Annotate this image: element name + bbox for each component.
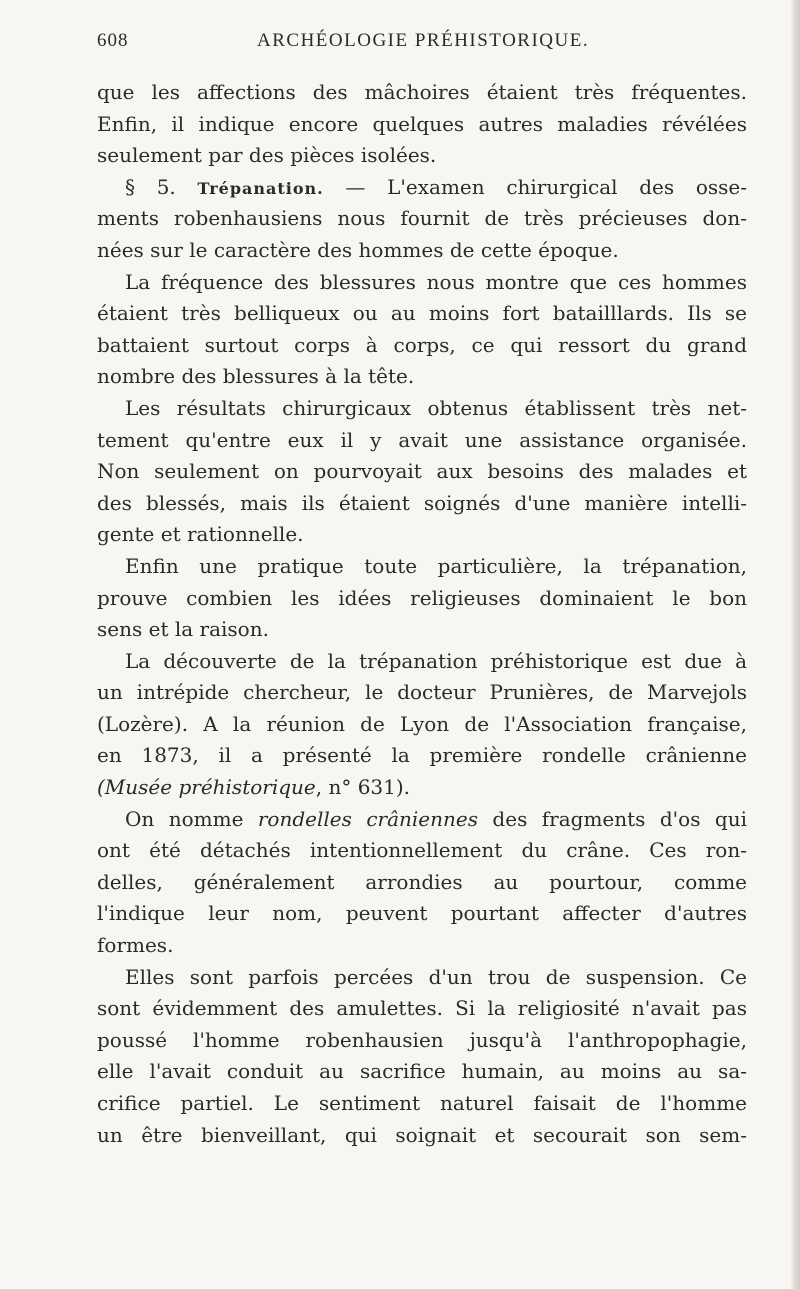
- text-line: un intrépide chercheur, le docteur Prunières, de Marvejols: [97, 680, 747, 705]
- text-line: ont été détachés intentionnellement du crâne. Ces ron-: [97, 838, 747, 863]
- text-line: sont évidemment des amulettes. Si la religiosité n'avait pas: [97, 996, 747, 1021]
- text-line: Non seulement on pourvoyait aux besoins des malades et: [97, 459, 747, 484]
- page-header: [97, 30, 747, 60]
- text-line: nombre des blessures à la tête.: [97, 364, 415, 389]
- text-line: (Musée préhistorique, n° 631).: [97, 775, 411, 800]
- running-title: ARCHÉOLOGIE PRÉHISTORIQUE.: [257, 30, 590, 51]
- text-line: gente et rationnelle.: [97, 522, 304, 547]
- text-line: prouve combien les idées religieuses dominaient le bon: [97, 585, 747, 610]
- text-line: ments robenhausiens nous fournit de très précieuses don-: [97, 206, 747, 231]
- text-line: seulement par des pièces isolées.: [97, 143, 437, 168]
- text-line: Elles sont parfois percées d'un trou de suspension. Ce: [125, 964, 747, 989]
- text-line: étaient très belliqueux ou au moins fort batailllards. Ils se: [97, 301, 747, 326]
- text-line: delles, généralement arrondies au pourtour, comme: [97, 869, 747, 894]
- section-number: § 5.: [125, 174, 176, 199]
- text-line: poussé l'homme robenhausien jusqu'à l'anthropophagie,: [97, 1027, 747, 1052]
- text-line: On nomme rondelles crâniennes des fragments d'os qui: [125, 806, 748, 831]
- text-line: La découverte de la trépanation préhistorique est due à: [125, 648, 747, 673]
- body-text: [97, 77, 747, 1151]
- page-edge-shadow: [790, 0, 800, 1289]
- text-line: Enfin une pratique toute particulière, la trépanation,: [125, 553, 747, 578]
- text-line: l'indique leur nom, peuvent pourtant affecter d'autres: [97, 901, 747, 926]
- text-line: battaient surtout corps à corps, ce qui ressort du grand: [97, 332, 747, 357]
- text-line: que les affections des mâchoires étaient très fréquentes.: [97, 80, 747, 104]
- citation-italic: (Musée préhistorique: [97, 775, 316, 800]
- text-line: crifice partiel. Le sentiment naturel faisait de l'homme: [97, 1091, 747, 1115]
- text-line: La fréquence des blessures nous montre que ces hommes: [125, 269, 747, 294]
- text-line: sens et la raison.: [97, 617, 269, 642]
- text-line: Enfin, il indique encore quelques autres maladies révélées: [97, 111, 747, 136]
- text-line: elle l'avait conduit au sacrifice humain, au moins au sa-: [97, 1059, 747, 1084]
- text-line: en 1873, il a présenté la première rondelle crânienne: [97, 743, 747, 768]
- text-line: un être bienveillant, qui soignait et secourait son sem-: [97, 1122, 747, 1147]
- text-line: des blessés, mais ils étaient soignés d'une manière intelli-: [97, 490, 747, 515]
- page-number: 608: [97, 30, 129, 51]
- text-line: nées sur le caractère des hommes de cette époque.: [97, 237, 619, 262]
- section-title: Trépanation.: [197, 178, 324, 198]
- term-italic: rondelles crâniennes: [257, 806, 478, 831]
- text-line: (Lozère). A la réunion de Lyon de l'Association française,: [97, 711, 747, 736]
- text-line: tement qu'entre eux il y avait une assistance organisée.: [97, 427, 747, 452]
- section-heading-line: § 5. Trépanation. — L'examen chirurgical des osse-: [125, 174, 747, 199]
- text-line: formes.: [97, 933, 174, 958]
- text-line: Les résultats chirurgicaux obtenus établissent très net-: [125, 395, 747, 420]
